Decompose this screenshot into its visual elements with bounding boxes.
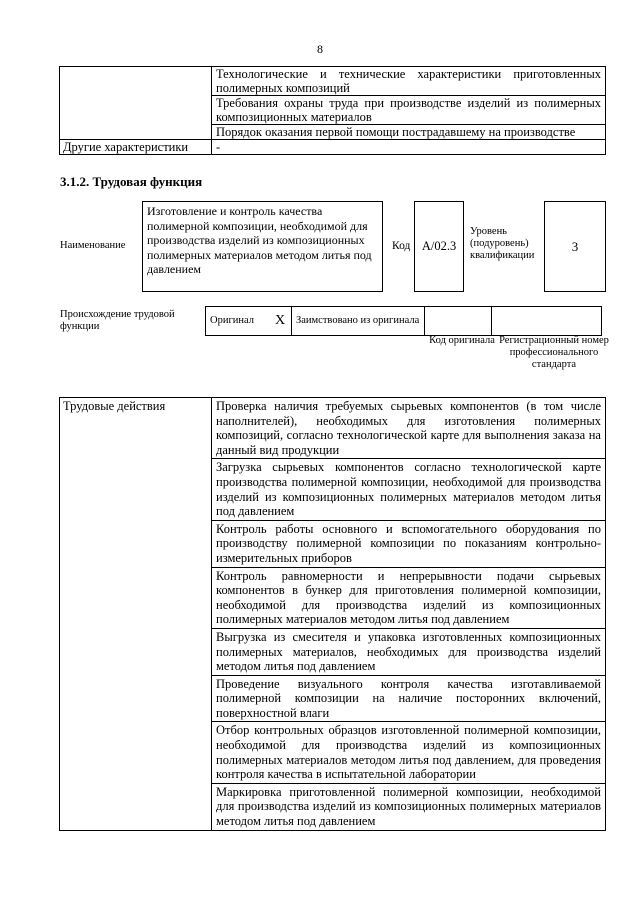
function-name-value: Изготовление и контроль качества полимерной композиции, необходимой для производства изделий из композиционных полимерных материалов методом литья под давлением	[147, 204, 372, 277]
code-value: А/02.3	[421, 239, 457, 253]
reg-number-cell	[492, 307, 602, 336]
code-box	[414, 201, 464, 292]
characteristics-table	[59, 66, 606, 155]
labor-action-item: Проведение визуального контроля качества изготавливаемой полимерной композиции на наличие посторонних включений, поверхностной влаги	[212, 675, 606, 722]
original-label: Оригинал	[206, 307, 270, 336]
labor-action-item: Контроль работы основного и вспомогательного оборудования по производству полимерной композиции по показаниям контрольно-измерительных приборов	[212, 520, 606, 567]
level-box	[544, 201, 606, 292]
labor-actions-label: Трудовые действия	[60, 398, 212, 831]
code-label: Код	[392, 240, 411, 252]
level-value: 3	[571, 238, 579, 254]
code-original-cell	[425, 307, 492, 336]
borrowed-label: Заимствовано из оригинала	[292, 307, 425, 336]
labor-actions-table	[59, 397, 606, 831]
table-cell: -	[212, 140, 606, 155]
table-row	[206, 307, 602, 336]
labor-action-item: Выгрузка из смесителя и упаковка изготовленных композиционных полимерных материалов, необходимых для производства изделий методом литья под давлением	[212, 628, 606, 675]
labor-action-item: Проверка наличия требуемых сырьевых компонентов (в том числе наполнителей), необходимых для изготовления полимерных композиций, согласно технологической карте для выполнения заказа на данный вид продукции	[212, 398, 606, 459]
table-row	[60, 67, 606, 96]
section-heading: 3.1.2. Трудовая функция	[60, 174, 203, 189]
reg-number-caption: Регистрационный номер профессионального стандарта	[499, 335, 609, 370]
name-label: Наименование	[60, 240, 126, 251]
labor-action-item: Контроль равномерности и непрерывности подачи сырьевых компонентов в бункер для приготовления полимерной композиции, необходимой для производства изделий из композиционных полимерных материалов методом литья под давлением	[212, 567, 606, 628]
table-row	[60, 140, 606, 155]
code-original-caption: Код оригинала	[429, 335, 495, 346]
other-characteristics-label: Другие характеристики	[60, 140, 212, 155]
table-cell: Технологические и технические характеристики приготовленных полимерных композиций	[212, 67, 606, 96]
table-cell-left	[60, 67, 212, 140]
table-row	[60, 398, 606, 459]
labor-action-item: Отбор контрольных образцов изготовленной полимерной композиции, необходимой для производства изделий из композиционных полимерных материалов методом литья под давлением, для проведения контроля качества в испытательной лаборатории	[212, 722, 606, 783]
labor-action-item: Загрузка сырьевых компонентов согласно технологической карте производства полимерной композиции, необходимой для производства изделий из композиционных полимерных материалов методом литья под давлением	[212, 459, 606, 520]
origin-table	[205, 306, 602, 336]
level-label: Уровень (подуровень) квалификации	[470, 226, 535, 261]
labor-action-item: Маркировка приготовленной полимерной композиции, необходимой для производства изделий из композиционных полимерных материалов методом литья под давлением	[212, 783, 606, 830]
origin-label: Происхождение трудовой функции	[60, 309, 175, 332]
function-name-box	[142, 201, 383, 292]
table-cell: Требования охраны труда при производстве изделий из полимерных композиционных материалов	[212, 96, 606, 125]
original-mark: X	[269, 307, 292, 336]
table-cell: Порядок оказания первой помощи пострадавшему на производстве	[212, 125, 606, 140]
page-number: 8	[317, 42, 323, 56]
